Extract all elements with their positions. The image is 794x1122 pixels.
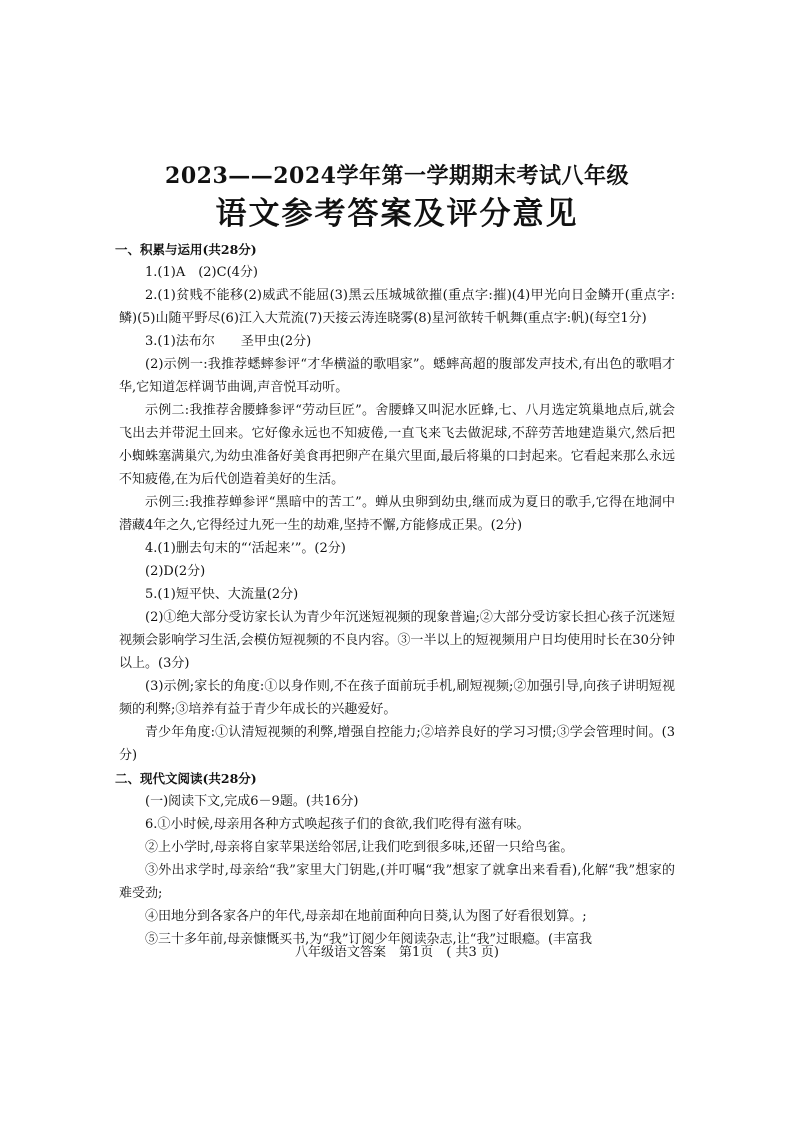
answer-line: 青少年角度:①认清短视频的利弊,增强自控能力;②培养良好的学习习惯;③学会管理时间。(3分): [119, 725, 675, 763]
answer-sheet: [115, 160, 675, 951]
answer-line: ⑤三十多年前,母亲慷慨买书,为“我”订阅少年阅读杂志,让“我”过眼瘾。(丰富我: [145, 932, 593, 947]
answer-line: ②上小学时,母亲将自家苹果送给邻居,让我们吃到很多味,还留一只给鸟雀。: [145, 840, 574, 855]
exam-title: 2023——2024学年第一学期期末考试八年级: [165, 163, 629, 189]
answer-line: (一)阅读下文,完成6－9题。(共16分): [145, 794, 359, 809]
section-heading-2: 二、现代文阅读(共28分): [115, 771, 257, 786]
answer-line: 5.(1)短平快、大流量(2分): [145, 587, 299, 602]
answer-line: 1.(1)A (2)C(4分): [145, 265, 258, 280]
answer-line: 2.(1)贫贱不能移(2)威武不能屈(3)黑云压城城欲摧(重点字:摧)(4)甲光向日金鳞开(重点字:鳞)(5)山随平野尽(6)江入大荒流(7)天接云涛连晓雾(8)星河欲转千帆舞(重点字:帆)(每空1分): [119, 288, 675, 326]
answer-line: (2)D(2分): [145, 564, 206, 579]
answer-line: 4.(1)删去句末的“‘活起来’”。(2分): [145, 541, 346, 556]
answer-line: 示例二:我推荐舍腰蜂参评“劳动巨匠”。舍腰蜂又叫泥水匠蜂,七、八月选定筑巢地点后,就会飞出去并带泥土回来。它好像永远也不知疲倦,一直飞来飞去做泥球,不辞劳苦地建造巢穴,然后把小蜘蛛塞满巢穴,为幼虫准备好美食再把卵产在巢穴里面,最后将巢的口封起来。它看起来那么永远不知疲倦,在为后代创造着美好的生活。: [119, 403, 675, 487]
answer-line: ③外出求学时,母亲给“我”家里大门钥匙,(并叮嘱“我”想家了就拿出来看看),化解“我”想家的难受劲;: [119, 863, 675, 901]
answer-line: 6.①小时候,母亲用各种方式唤起孩子们的食欲,我们吃得有滋有味。: [145, 817, 530, 832]
answer-line: (2)①绝大部分受访家长认为青少年沉迷短视频的现象普遍;②大部分受访家长担心孩子沉迷短视频会影响学习生活,会模仿短视频的不良内容。③一半以上的短视频用户日均使用时长在30分钟以上。(3分): [119, 610, 675, 671]
answer-line: 示例三:我推荐蝉参评“黑暗中的苦工”。蝉从虫卵到幼虫,继而成为夏日的歌手,它得在地洞中潜藏4年之久,它得经过九死一生的劫难,坚持不懈,方能修成正果。(2分): [119, 495, 675, 533]
answer-line: 3.(1)法布尔 圣甲虫(2分): [145, 334, 312, 349]
answer-line: (2)示例一:我推荐蟋蟀参评“才华横溢的歌唱家”。蟋蟀高超的腹部发声技术,有出色的歌唱才华,它知道怎样调节曲调,声音悦耳动听。: [119, 357, 675, 395]
page-footer: 八年级语文答案 第1页 ( 共3 页): [295, 945, 499, 960]
answer-line: (3)示例;家长的角度:①以身作则,不在孩子面前玩手机,刷短视频;②加强引导,向孩子讲明短视频的利弊;③培养有益于青少年成长的兴趣爱好。: [119, 679, 675, 717]
document-title: 语文参考答案及评分意见: [215, 196, 579, 232]
answer-line: ④田地分到各家各户的年代,母亲却在地前面种向日葵,认为图了好看很划算。;: [145, 909, 587, 924]
section-heading-1: 一、积累与运用(共28分): [115, 242, 257, 257]
